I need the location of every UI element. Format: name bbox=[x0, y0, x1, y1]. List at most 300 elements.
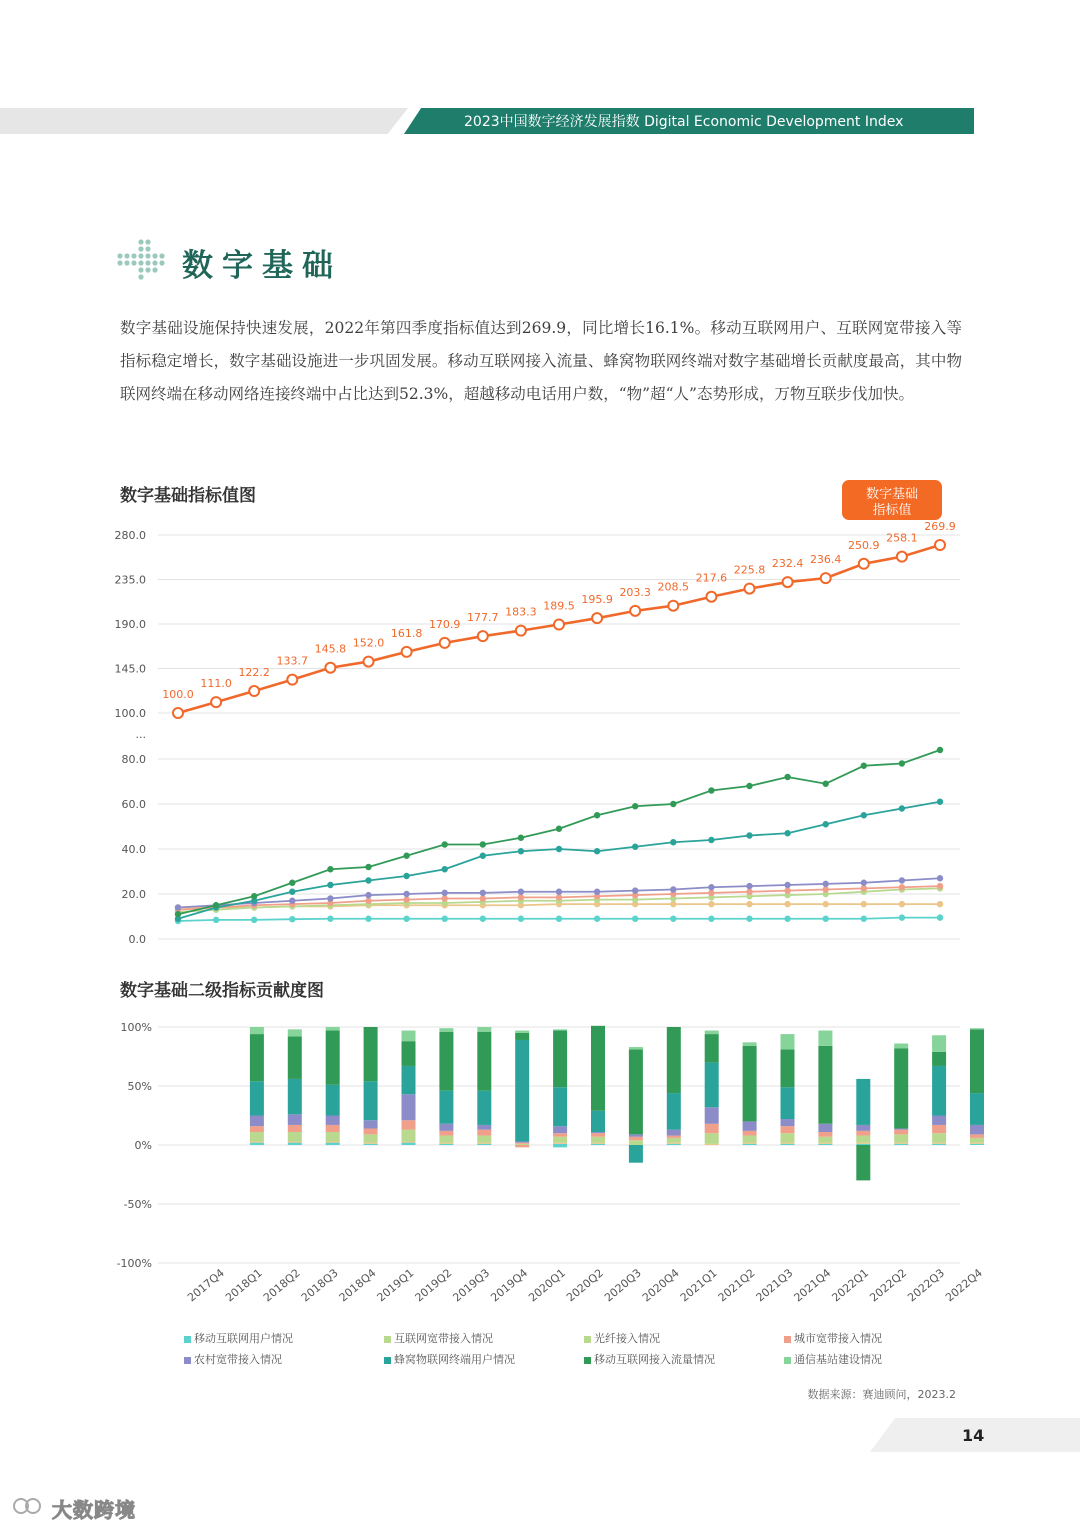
data-point bbox=[175, 904, 181, 910]
x-tick-label: 2022Q4 bbox=[943, 1266, 985, 1305]
data-point bbox=[937, 883, 943, 889]
data-point bbox=[861, 880, 867, 886]
bar-segment bbox=[439, 1091, 453, 1124]
bar-segment bbox=[477, 1091, 491, 1125]
bar-segment bbox=[932, 1125, 946, 1133]
x-tick-label: 2018Q1 bbox=[223, 1266, 265, 1305]
bar-segment bbox=[894, 1048, 908, 1128]
bar-segment bbox=[591, 1133, 605, 1137]
index-point bbox=[935, 540, 945, 550]
bar-segment bbox=[894, 1130, 908, 1135]
bar-segment bbox=[932, 1133, 946, 1142]
bar-segment bbox=[326, 1031, 340, 1085]
bar-segment bbox=[667, 1130, 681, 1136]
bar-segment bbox=[288, 1143, 302, 1145]
legend-item bbox=[384, 1351, 515, 1367]
x-tick-label: 2018Q2 bbox=[260, 1266, 303, 1305]
bar-segment bbox=[629, 1137, 643, 1141]
bar-segment bbox=[402, 1143, 416, 1145]
contribution-bar-chart bbox=[0, 1012, 1080, 1332]
bar-segment bbox=[743, 1131, 757, 1136]
section-dots-icon bbox=[116, 238, 172, 282]
legend-item bbox=[184, 1351, 282, 1367]
data-point bbox=[899, 914, 905, 920]
legend-item bbox=[184, 1330, 293, 1346]
bar-segment bbox=[932, 1066, 946, 1116]
data-point bbox=[213, 917, 219, 923]
data-point bbox=[442, 866, 448, 872]
data-point bbox=[708, 890, 714, 896]
data-point bbox=[708, 837, 714, 843]
data-point bbox=[708, 901, 714, 907]
index-data-label: 111.0 bbox=[200, 677, 232, 691]
bar-segment bbox=[326, 1141, 340, 1142]
bar-segment bbox=[894, 1134, 908, 1142]
bar-segment bbox=[818, 1031, 832, 1046]
bar-segment bbox=[629, 1047, 643, 1049]
y-tick-label: 280.0 bbox=[114, 529, 146, 542]
data-point bbox=[708, 787, 714, 793]
bar-segment bbox=[326, 1143, 340, 1145]
bar-segment bbox=[250, 1132, 264, 1141]
data-point bbox=[746, 783, 752, 789]
index-data-label: 203.3 bbox=[619, 585, 651, 599]
data-point bbox=[861, 812, 867, 818]
data-point bbox=[289, 889, 295, 895]
index-point bbox=[211, 697, 221, 707]
data-point bbox=[327, 866, 333, 872]
data-point bbox=[746, 901, 752, 907]
bar-segment bbox=[970, 1028, 984, 1029]
index-data-label: 145.8 bbox=[314, 642, 347, 656]
bar-segment bbox=[667, 1143, 681, 1144]
data-point bbox=[670, 801, 676, 807]
bar-segment bbox=[250, 1027, 264, 1034]
data-point bbox=[937, 875, 943, 881]
bar-segment bbox=[818, 1046, 832, 1124]
data-point bbox=[480, 890, 486, 896]
index-point bbox=[478, 631, 488, 641]
bar-segment bbox=[856, 1136, 870, 1143]
data-point bbox=[632, 887, 638, 893]
bar-segment bbox=[288, 1141, 302, 1142]
data-point bbox=[556, 826, 562, 832]
bar-segment bbox=[932, 1144, 946, 1145]
bar-segment bbox=[667, 1027, 681, 1093]
bar-segment bbox=[364, 1120, 378, 1128]
y-tick-label: 40.0 bbox=[121, 843, 146, 856]
data-point bbox=[365, 898, 371, 904]
legend-item bbox=[784, 1330, 882, 1346]
bar-segment bbox=[515, 1040, 529, 1141]
data-point bbox=[632, 916, 638, 922]
bar-segment bbox=[781, 1144, 795, 1145]
bar-segment bbox=[402, 1031, 416, 1042]
bar-segment bbox=[818, 1132, 832, 1137]
y-tick-label: -100% bbox=[116, 1257, 152, 1270]
data-point bbox=[594, 812, 600, 818]
index-point bbox=[821, 573, 831, 583]
legend-swatch bbox=[384, 1336, 391, 1343]
legend-swatch bbox=[584, 1357, 591, 1364]
y-tick-label: 80.0 bbox=[121, 753, 146, 766]
index-data-label: 183.3 bbox=[505, 605, 537, 619]
data-point bbox=[823, 886, 829, 892]
index-data-label: 133.7 bbox=[276, 654, 309, 668]
data-point bbox=[784, 887, 790, 893]
index-data-label: 122.2 bbox=[238, 666, 270, 680]
y-tick-label: 0.0 bbox=[128, 933, 146, 946]
bar-segment bbox=[591, 1144, 605, 1145]
bar-segment bbox=[250, 1126, 264, 1132]
y-tick-label: 0% bbox=[134, 1139, 152, 1152]
data-point bbox=[556, 916, 562, 922]
data-point bbox=[823, 916, 829, 922]
bar-segment bbox=[515, 1144, 529, 1145]
index-data-label: 250.9 bbox=[848, 538, 880, 552]
data-point bbox=[632, 844, 638, 850]
bar-segment bbox=[477, 1130, 491, 1136]
bar-segment bbox=[781, 1087, 795, 1119]
bar-segment bbox=[553, 1137, 567, 1143]
bar-segment bbox=[402, 1066, 416, 1094]
legend-label: 通信基站建设情况 bbox=[794, 1353, 882, 1366]
bar-segment bbox=[818, 1124, 832, 1132]
bar-segment bbox=[364, 1143, 378, 1144]
data-point bbox=[365, 916, 371, 922]
data-point bbox=[327, 895, 333, 901]
bar-segment bbox=[781, 1143, 795, 1144]
bar-segment bbox=[591, 1111, 605, 1132]
bar-segment bbox=[743, 1121, 757, 1130]
bar-segment bbox=[743, 1042, 757, 1046]
index-point bbox=[592, 613, 602, 623]
bar-segment bbox=[591, 1137, 605, 1143]
data-point bbox=[746, 889, 752, 895]
x-tick-label: 2019Q4 bbox=[488, 1266, 531, 1305]
data-point bbox=[442, 916, 448, 922]
bar-segment bbox=[553, 1133, 567, 1137]
data-point bbox=[518, 889, 524, 895]
bar-segment bbox=[326, 1027, 340, 1031]
bar-segment bbox=[326, 1132, 340, 1141]
bar-segment bbox=[288, 1036, 302, 1078]
data-point bbox=[556, 889, 562, 895]
index-data-label: 161.8 bbox=[390, 626, 423, 640]
legend-label: 农村宽带接入情况 bbox=[194, 1353, 282, 1366]
x-tick-label: 2022Q1 bbox=[829, 1266, 872, 1305]
bar-segment bbox=[439, 1143, 453, 1144]
bar-segment bbox=[743, 1046, 757, 1122]
data-point bbox=[365, 892, 371, 898]
index-point bbox=[249, 686, 259, 696]
data-point bbox=[480, 853, 486, 859]
index-point bbox=[668, 601, 678, 611]
bar-segment bbox=[932, 1035, 946, 1052]
x-tick-label: 2019Q3 bbox=[450, 1266, 493, 1305]
data-point bbox=[518, 848, 524, 854]
data-point bbox=[861, 885, 867, 891]
bar-segment bbox=[288, 1114, 302, 1125]
bar-segment bbox=[250, 1143, 264, 1145]
x-tick-label: 2019Q1 bbox=[374, 1266, 417, 1305]
data-point bbox=[480, 841, 486, 847]
data-point bbox=[365, 877, 371, 883]
data-point bbox=[784, 774, 790, 780]
bar-segment bbox=[781, 1126, 795, 1133]
index-data-label: 208.5 bbox=[657, 580, 690, 594]
bar-segment bbox=[970, 1134, 984, 1138]
bar-segment bbox=[477, 1143, 491, 1144]
data-point bbox=[784, 830, 790, 836]
bar-segment bbox=[553, 1144, 567, 1145]
data-point bbox=[670, 839, 676, 845]
data-point bbox=[632, 803, 638, 809]
y-tick-label: 190.0 bbox=[114, 618, 146, 631]
bar-segment bbox=[250, 1034, 264, 1081]
index-data-label: 189.5 bbox=[543, 599, 575, 613]
bar-segment bbox=[515, 1141, 529, 1142]
bar-segment bbox=[781, 1049, 795, 1087]
bar-segment bbox=[667, 1093, 681, 1130]
intro-paragraph: 数字基础设施保持快速发展，2022年第四季度指标值达到269.9，同比增长16.1%。移动互联网用户、互联网宽带接入等指标稳定增长，数字基础设施进一步巩固发展。移动互联网接入流量、蜂窝物联网终端对数字基础增长贡献度最高，其中物联网终端在移动网络连接终端中占比达到52.3%，超越移动电话用户数，“物”超“人”态势形成，万物互联步伐加快。 bbox=[120, 319, 962, 403]
bar-segment bbox=[743, 1143, 757, 1144]
data-point bbox=[442, 841, 448, 847]
bar-segment bbox=[894, 1143, 908, 1144]
index-point bbox=[859, 559, 869, 569]
data-point bbox=[899, 901, 905, 907]
bar-segment bbox=[553, 1031, 567, 1088]
data-point bbox=[251, 917, 257, 923]
bar-segment bbox=[402, 1120, 416, 1129]
bar-segment bbox=[629, 1049, 643, 1134]
data-source: 数据来源：赛迪顾问，2023.2 bbox=[807, 1388, 956, 1401]
bar-segment bbox=[364, 1134, 378, 1142]
bar-segment bbox=[705, 1034, 719, 1062]
data-point bbox=[899, 805, 905, 811]
index-data-label: 217.6 bbox=[695, 571, 728, 585]
bar-segment bbox=[705, 1107, 719, 1124]
legend-swatch bbox=[784, 1336, 791, 1343]
bar-segment bbox=[553, 1029, 567, 1030]
bar-segment bbox=[288, 1132, 302, 1141]
bar-segment bbox=[250, 1141, 264, 1142]
data-point bbox=[670, 916, 676, 922]
bar-segment bbox=[288, 1029, 302, 1036]
bar-segment bbox=[288, 1079, 302, 1114]
data-point bbox=[708, 884, 714, 890]
bar-segment bbox=[781, 1119, 795, 1126]
watermark-text: 大数跨境 bbox=[52, 1498, 136, 1522]
bar-segment bbox=[667, 1136, 681, 1138]
bar-segment bbox=[591, 1143, 605, 1144]
index-point bbox=[745, 584, 755, 594]
index-point bbox=[554, 619, 564, 629]
data-point bbox=[403, 853, 409, 859]
section-title: 数字基础 bbox=[182, 248, 342, 284]
page-number: 14 bbox=[962, 1426, 985, 1445]
bar-segment bbox=[629, 1145, 643, 1163]
data-point bbox=[518, 894, 524, 900]
index-point bbox=[516, 626, 526, 636]
data-point bbox=[594, 916, 600, 922]
legend-label: 移动互联网接入流量情况 bbox=[594, 1353, 715, 1366]
index-point bbox=[325, 663, 335, 673]
bar-segment bbox=[439, 1028, 453, 1032]
bar-segment bbox=[364, 1081, 378, 1120]
data-point bbox=[708, 916, 714, 922]
bar-segment bbox=[326, 1085, 340, 1116]
index-data-label: 100.0 bbox=[162, 688, 194, 701]
bar-segment bbox=[477, 1136, 491, 1143]
data-point bbox=[365, 864, 371, 870]
data-point bbox=[670, 886, 676, 892]
index-point bbox=[173, 708, 183, 718]
data-point bbox=[861, 763, 867, 769]
bar-segment bbox=[402, 1041, 416, 1066]
y-tick-label: 20.0 bbox=[121, 888, 146, 901]
bar-segment bbox=[250, 1081, 264, 1115]
bar-segment bbox=[326, 1116, 340, 1125]
bar-segment bbox=[591, 1026, 605, 1111]
data-point bbox=[899, 877, 905, 883]
bar-segment bbox=[818, 1137, 832, 1143]
index-point bbox=[783, 577, 793, 587]
data-point bbox=[861, 916, 867, 922]
bar-segment bbox=[439, 1131, 453, 1136]
bar-segment bbox=[553, 1126, 567, 1133]
bar-segment bbox=[477, 1027, 491, 1032]
line-chart-title: 数字基础指标值图 bbox=[120, 486, 256, 506]
bar-segment bbox=[515, 1145, 529, 1147]
data-point bbox=[480, 916, 486, 922]
y-tick-label: -50% bbox=[123, 1198, 152, 1211]
bar-segment bbox=[553, 1087, 567, 1126]
data-point bbox=[784, 882, 790, 888]
bar-segment bbox=[894, 1144, 908, 1145]
data-point bbox=[937, 901, 943, 907]
watermark-logo-icon bbox=[12, 1496, 48, 1516]
x-tick-label: 2019Q2 bbox=[412, 1266, 455, 1305]
data-point bbox=[937, 747, 943, 753]
bar-segment bbox=[477, 1032, 491, 1091]
data-point bbox=[175, 911, 181, 917]
bar-segment bbox=[705, 1124, 719, 1133]
bar-segment bbox=[856, 1144, 870, 1145]
bar-segment bbox=[439, 1144, 453, 1145]
bar-segment bbox=[364, 1027, 378, 1081]
data-point bbox=[746, 916, 752, 922]
index-data-label: 177.7 bbox=[467, 611, 499, 625]
bar-segment bbox=[477, 1125, 491, 1130]
bar-segment bbox=[705, 1133, 719, 1144]
y-tick-label: 145.0 bbox=[114, 662, 146, 676]
data-point bbox=[403, 891, 409, 897]
data-point bbox=[480, 895, 486, 901]
x-tick-label: 2021Q4 bbox=[791, 1266, 834, 1305]
legend-label: 蜂窝物联网终端用户情况 bbox=[394, 1353, 515, 1366]
data-point bbox=[899, 760, 905, 766]
bar-segment bbox=[932, 1116, 946, 1125]
x-tick-label: 2020Q4 bbox=[639, 1266, 682, 1305]
bar-segment bbox=[743, 1144, 757, 1145]
bar-segment bbox=[970, 1138, 984, 1143]
data-point bbox=[937, 799, 943, 805]
bar-segment bbox=[970, 1093, 984, 1125]
bar-segment bbox=[515, 1033, 529, 1040]
bar-segment bbox=[288, 1125, 302, 1132]
bar-segment bbox=[553, 1145, 567, 1147]
x-tick-label: 2021Q1 bbox=[677, 1266, 720, 1305]
data-point bbox=[251, 893, 257, 899]
header-gray-band bbox=[0, 108, 408, 134]
bar-segment bbox=[856, 1143, 870, 1144]
data-point bbox=[289, 916, 295, 922]
bar-segment bbox=[781, 1034, 795, 1049]
x-tick-label: 2020Q3 bbox=[602, 1266, 644, 1305]
data-point bbox=[823, 881, 829, 887]
bar-segment bbox=[667, 1138, 681, 1143]
data-point bbox=[518, 916, 524, 922]
index-point bbox=[897, 552, 907, 562]
bar-segment bbox=[629, 1134, 643, 1136]
data-point bbox=[670, 901, 676, 907]
legend-swatch bbox=[384, 1357, 391, 1364]
legend-swatch bbox=[184, 1336, 191, 1343]
data-point bbox=[442, 890, 448, 896]
data-point bbox=[403, 896, 409, 902]
index-data-label: 258.1 bbox=[886, 531, 918, 545]
data-point bbox=[594, 889, 600, 895]
index-data-label: 269.9 bbox=[924, 519, 956, 533]
index-data-label: 195.9 bbox=[581, 593, 613, 607]
legend-item bbox=[584, 1330, 660, 1346]
callout-label: 数字基础 bbox=[865, 487, 919, 502]
bar-segment bbox=[970, 1125, 984, 1134]
axis-break-label: ... bbox=[135, 728, 146, 741]
x-tick-label: 2022Q3 bbox=[905, 1266, 948, 1305]
bar-segment bbox=[402, 1130, 416, 1142]
bar-segment bbox=[932, 1143, 946, 1144]
callout-label: 指标值 bbox=[872, 503, 912, 518]
bar-segment bbox=[743, 1136, 757, 1143]
data-point bbox=[213, 902, 219, 908]
bar-segment bbox=[856, 1125, 870, 1131]
bar-segment bbox=[250, 1116, 264, 1127]
y-tick-label: 100.0 bbox=[114, 707, 146, 720]
data-point bbox=[327, 882, 333, 888]
bar-segment bbox=[705, 1144, 719, 1145]
bar-segment bbox=[326, 1125, 340, 1132]
x-tick-label: 2020Q2 bbox=[564, 1266, 606, 1305]
bar-segment bbox=[856, 1145, 870, 1180]
bar-segment bbox=[894, 1128, 908, 1129]
bar-segment bbox=[894, 1044, 908, 1049]
legend-swatch bbox=[784, 1357, 791, 1364]
data-point bbox=[823, 781, 829, 787]
index-point bbox=[364, 657, 374, 667]
header-title: 2023中国数字经济发展指数 Digital Economic Development Index bbox=[464, 114, 904, 130]
y-tick-label: 60.0 bbox=[121, 798, 146, 811]
index-data-label: 225.8 bbox=[733, 563, 766, 577]
index-point bbox=[440, 638, 450, 648]
bar-segment bbox=[856, 1131, 870, 1136]
data-point bbox=[403, 916, 409, 922]
bar-segment bbox=[515, 1143, 529, 1144]
bar-segment bbox=[402, 1094, 416, 1120]
data-point bbox=[823, 821, 829, 827]
bar-segment bbox=[781, 1133, 795, 1142]
